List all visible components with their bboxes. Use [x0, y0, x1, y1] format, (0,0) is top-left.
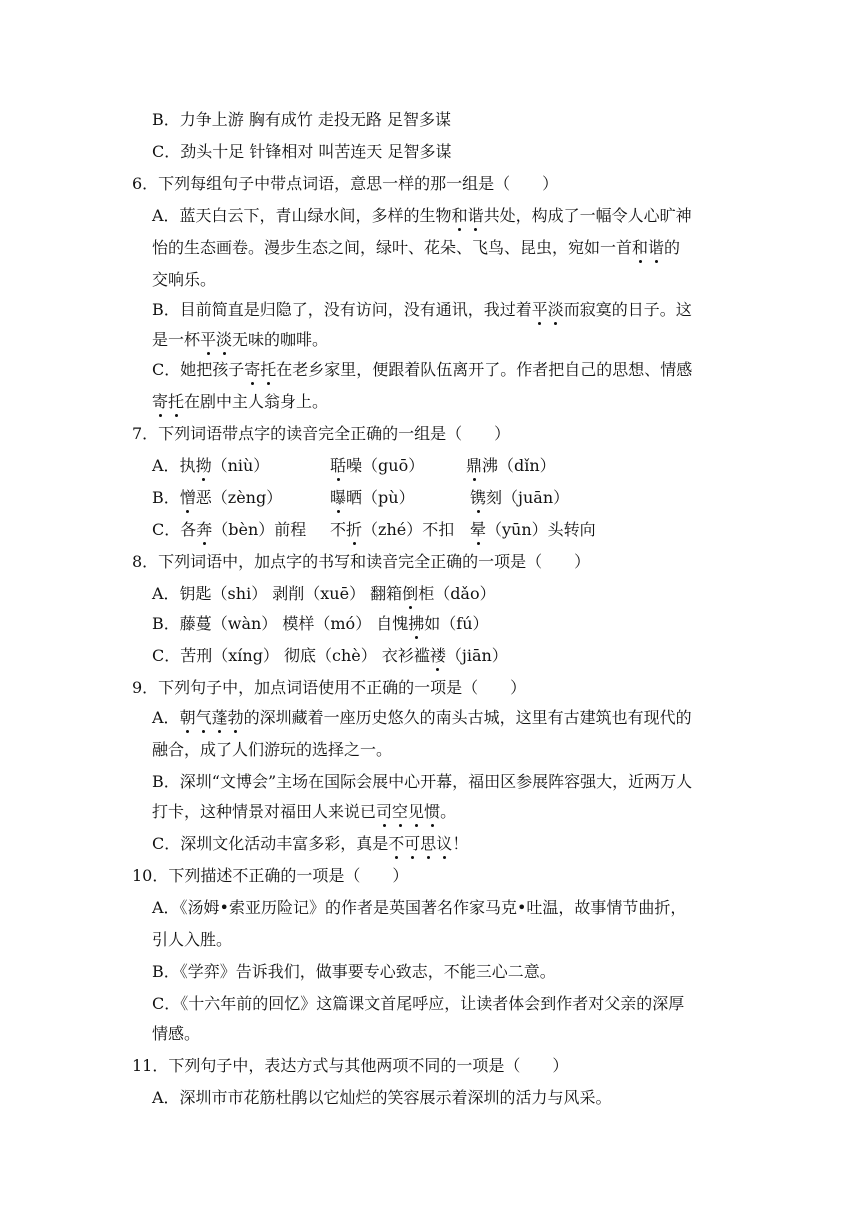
q6-option-b-line1: B．目前简直是归隐了，没有访问，没有通讯，我过着平淡而寂寞的日子。这 — [152, 300, 692, 319]
q9-option-b-line2: 打卡，这种情景对福田人来说已司空见惯。 — [152, 802, 457, 821]
q9-option-a-line2: 融合，成了人们游玩的选择之一。 — [152, 740, 393, 759]
q10-option-a-line1: A．《汤姆•索亚历险记》的作者是英国著名作家马克•吐温，故事情节曲折， — [152, 898, 687, 917]
q7-option-b-2: 曝晒（pù） — [330, 488, 415, 507]
q10-option-c-line2: 情感。 — [152, 1024, 201, 1043]
q9-option-c: C．深圳文化活动丰富多彩，真是不可思议！ — [152, 834, 469, 853]
q8-option-a: A．钥匙（shi） 剥削（xuē） 翻箱倒柜（dǎo） — [152, 584, 496, 603]
q6-option-b-line2: 是一杯平淡无味的咖啡。 — [152, 330, 329, 349]
q6-option-a-line3: 交响乐。 — [152, 270, 217, 289]
q7-option-b-3: 镌刻（juān） — [470, 488, 570, 507]
q7-option-c-1: C．各奔（bèn）前程 — [152, 520, 307, 539]
q10-option-a-line2: 引人入胜。 — [152, 930, 233, 949]
prev-option-c: C．劲头十足 针锋相对 叫苦连天 足智多谋 — [152, 142, 452, 161]
q7-stem: 7．下列词语带点字的读音完全正确的一组是（ ） — [132, 424, 511, 443]
q6-option-a-line1: A．蓝天白云下，青山绿水间，多样的生物和谐共处，构成了一幅令人心旷神 — [152, 206, 692, 225]
q6-option-a-line2: 怡的生态画卷。漫步生态之间，绿叶、花朵、飞鸟、昆虫，宛如一首和谐的 — [152, 238, 681, 257]
q11-option-a: A．深圳市市花筋杜鹃以它灿烂的笑容展示着深圳的活力与风采。 — [152, 1088, 612, 1107]
q7-option-c-3: 晕（yūn）头转向 — [470, 520, 596, 539]
q9-stem: 9．下列句子中，加点词语使用不正确的一项是（ ） — [132, 678, 527, 697]
q10-option-b: B．《学弈》告诉我们，做事要专心致志，不能三心二意。 — [152, 962, 556, 981]
q8-option-b: B．藤蔓（wàn） 模样（mó） 自愧拂如（fú） — [152, 614, 489, 633]
q10-stem: 10．下列描述不正确的一项是（ ） — [132, 866, 409, 885]
prev-option-b: B．力争上游 胸有成竹 走投无路 足智多谋 — [152, 110, 452, 129]
q7-option-a-2: 聒噪（guō） — [330, 456, 425, 475]
q7-option-b-1: B．憎恶（zèng） — [152, 488, 283, 507]
q6-stem: 6．下列每组句子中带点词语，意思一样的那一组是（ ） — [132, 174, 559, 193]
q9-option-b-line1: B．深圳“文博会”主场在国际会展中心开幕，福田区参展阵容强大，近两万人 — [152, 772, 693, 791]
q10-option-c-line1: C．《十六年前的回忆》这篇课文首尾呼应，让读者体会到作者对父亲的深厚 — [152, 994, 685, 1013]
q9-option-a-line1: A．朝气蓬勃的深圳藏着一座历史悠久的南头古城，这里有古建筑也有现代的 — [152, 708, 692, 727]
q6-option-c-line2: 寄托在剧中主人翁身上。 — [152, 392, 329, 411]
q7-option-c-2: 不折（zhé）不扣 — [330, 520, 455, 539]
q7-option-a-3: 鼎沸（dǐn） — [466, 456, 556, 475]
q8-option-c: C．苦刑（xíng） 彻底（chè） 衣衫褴褛（jiān） — [152, 646, 508, 665]
q8-stem: 8．下列词语中，加点字的书写和读音完全正确的一项是（ ） — [132, 552, 591, 571]
q6-option-c-line1: C．她把孩子寄托在老乡家里，便跟着队伍离开了。作者把自己的思想、情感 — [152, 360, 693, 379]
q7-option-a-1: A．执拗（niù） — [152, 456, 270, 475]
q11-stem: 11．下列句子中，表达方式与其他两项不同的一项是（ ） — [132, 1056, 569, 1075]
